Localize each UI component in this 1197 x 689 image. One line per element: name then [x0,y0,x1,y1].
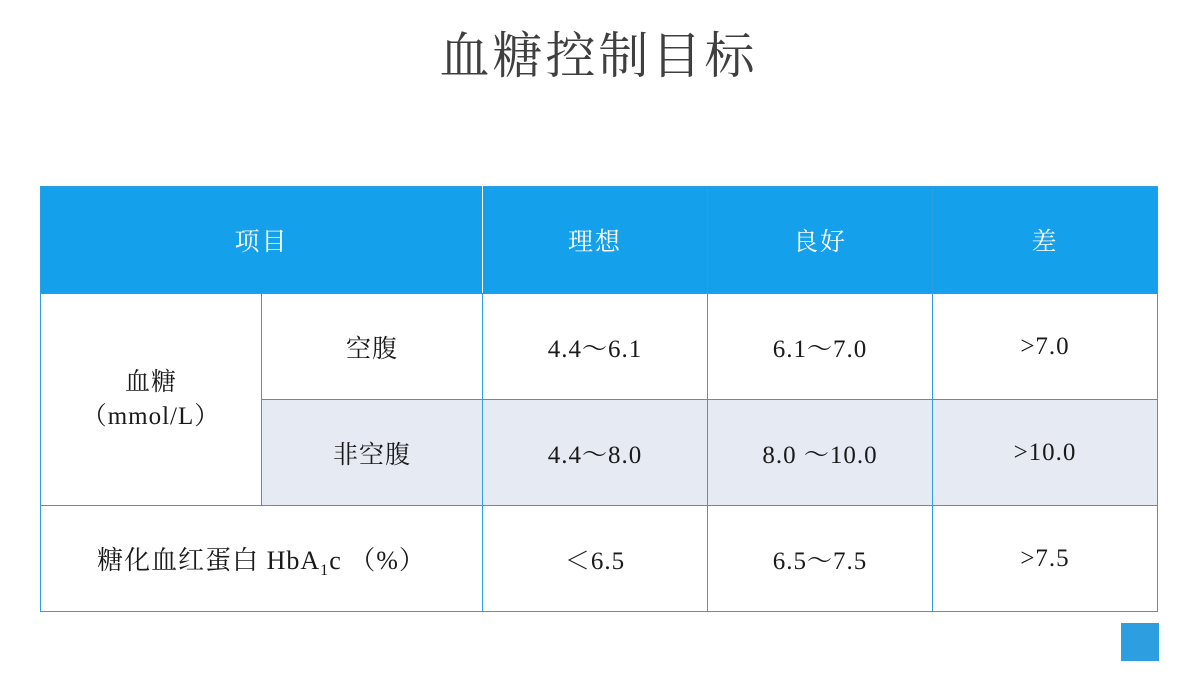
table-row [41,506,1158,612]
cell-hba1c-poor: >7.5 [933,506,1158,612]
column-header-ideal: 理想 [483,187,708,294]
table-header-row [41,187,1158,294]
cell-non-fasting-good: 8.0 ～10.0 [708,400,933,506]
cell-non-fasting-poor: >10.0 [933,400,1158,506]
hba1c-label-prefix: 糖化血红蛋白 HbA [97,546,321,575]
row-group-label-blood-glucose [41,294,262,506]
table-header [41,187,1158,294]
column-header-good: 良好 [708,187,933,294]
row-group-label-line2: （mmol/L） [81,402,221,430]
row-label-hba1c [41,506,483,612]
cell-fasting-poor: >7.0 [933,294,1158,400]
column-header-item: 项目 [41,187,483,294]
table-row [41,294,1158,400]
cell-hba1c-ideal: ＜6.5 [483,506,708,612]
hba1c-label-suffix: c （%） [329,546,426,575]
cell-fasting-good: 6.1～7.0 [708,294,933,400]
row-label-non-fasting: 非空腹 [262,400,483,506]
column-header-poor: 差 [933,187,1158,294]
row-group-label-line1: 血糖 [124,368,177,396]
blood-glucose-goal-table [40,186,1158,612]
decorative-corner-square [1121,623,1159,661]
goal-table [40,186,1158,612]
cell-non-fasting-ideal: 4.4～8.0 [483,400,708,506]
row-label-fasting: 空腹 [262,294,483,400]
hba1c-label-sub: 1 [320,562,330,579]
cell-fasting-ideal: 4.4～6.1 [483,294,708,400]
cell-hba1c-good: 6.5～7.5 [708,506,933,612]
table-body [41,294,1158,612]
page-title: 血糖控制目标 [439,28,758,84]
